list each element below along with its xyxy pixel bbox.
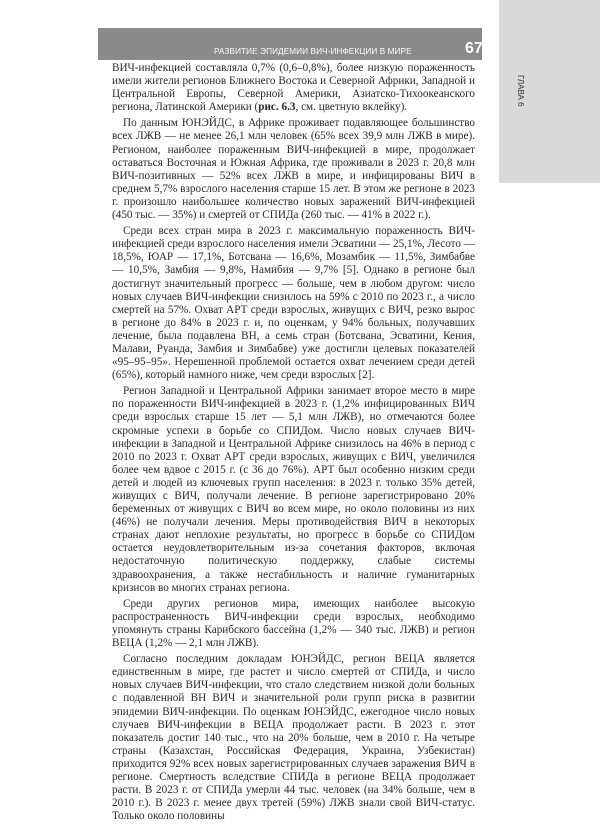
paragraph-4: Регион Западной и Центральной Африки занимает второе место в мире по пораженности ВИЧ-инфекцией в 2023 г. (1,2% инфицированных ВИЧ среди взрослых старше 15 лет — 5,1 млн ЛЖВ), но отмечаются более скромные успехи в борьбе со СПИДом. Число новых случаев ВИЧ-инфекции в Западной и Центральной Африке снизилось на 46% в период с 2010 по 2023 г. Охват АРТ среди взрослых, живущих с ВИЧ, увеличился более чем вдвое с 2015 г. (с 36 до 76%). АРТ был особенно низким среди детей и людей из ключевых групп населения: в 2023 г. только 35% детей, живущих с ВИЧ, получали лечение. В регионе зарегистрировано 20% беременных от живущих с ВИЧ во всем мире, но около половины из них (46%) не получали лечения. Меры противодействия ВИЧ в некоторых странах дают неплохие результаты, но прогресс в борьбе со СПИДом остается неудовлетворительным из-за сочетания факторов, включая недостаточную политическую поддержку, слабые системы здравоохранения, а также нестабильность и наличие гуманитарных кризисов во многих странах региона. xyxy=(112,385,475,594)
paragraph-5: Среди других регионов мира, имеющих наиболее высокую распространенность ВИЧ-инфекции среди взрослых, необходимо упомянуть страны Карибского бассейна (1,2% — 340 тыс. ЛЖВ) и регион ВЕЦА (1,2% — 2,1 млн ЛЖВ). xyxy=(112,597,475,650)
paragraph-3: Среди всех стран мира в 2023 г. максимальную пораженность ВИЧ-инфекцией среди взрослого населения имели Эсватини — 25,1%, Лесото — 18,5%, ЮАР — 17,1%, Ботсвана — 16,6%, Мозамбик — 11,5%, Зимбабве — 10,5%, Замбия — 9,8%, Намибия — 9,7% [5]. Однако в регионе был достигнут значительный прогресс — больше, чем в любом другом: число новых случаев ВИЧ-инфекции снизилось на 59% с 2010 по 2023 г., а число смертей на 57%. Охват АРТ среди взрослых, живущих с ВИЧ, резко вырос в регионе до 84% в 2023 г. и, по оценкам, у 94% больных, получавших лечение, была подавлена ВН, а семь стран (Ботсвана, Эсватини, Кения, Малави, Руанда, Замбия и Зимбабве) уже достигли целевых показателей «95–95–95». Нерешенной проблемой остается охват лечением среди детей (65%), который намного ниже, чем среди взрослых [2]. xyxy=(112,225,475,382)
paragraph-1-text-b: , см. цветную вклейку). xyxy=(295,101,408,114)
page-number: 67 xyxy=(465,40,483,57)
running-header-title: РАЗВИТИЕ ЭПИДЕМИИ ВИЧ-ИНФЕКЦИИ В МИРЕ xyxy=(214,47,412,56)
paragraph-1 xyxy=(112,62,475,114)
paragraph-2: По данным ЮНЭЙДС, в Африке проживает подавляющее большинство всех ЛЖВ — не менее 26,1 млн человек (65% всех 39,9 млн ЛЖВ в мире). Регионом, наиболее пораженным ВИЧ-инфекцией в мире, продолжает оставаться Восточная и Южная Африка, где проживали в 2023 г. 20,8 млн ВИЧ-позитивных — 52% всех ЛЖВ в мире, и инфицированы ВИЧ в среднем 5,7% взрослого населения старше 15 лет. В этом же регионе в 2023 г. произошло наибольшее количество новых заражений ВИЧ-инфекцией (450 тыс. — 35%) и смертей от СПИДа (260 тыс. — 41% в 2022 г.). xyxy=(112,117,475,222)
chapter-tab-label: ГЛАВА 6 xyxy=(516,75,525,107)
figure-reference: рис. 6.3 xyxy=(258,101,296,114)
paragraph-6: Согласно последним докладам ЮНЭЙДС, регион ВЕЦА является единственным в мире, где растет и число смертей от СПИДа, и число новых случаев ВИЧ-инфекции, что стало следствием низкой доли больных с подавленной ВН ВИЧ и значительной роли групп риска в развитии эпидемии ВИЧ-инфекции. По оценкам ЮНЭЙДС, ежегодное число новых случаев ВИЧ-инфекции в ВЕЦА продолжает расти. В 2023 г. этот показатель достиг 140 тыс., что на 20% больше, чем в 2010 г. На четыре страны (Казахстан, Российская Федерация, Украина, Узбекистан) приходится 92% всех новых зарегистрированных случаев заражения ВИЧ в регионе. Смертность вследствие СПИДа в регионе ВЕЦА продолжает расти. В 2023 г. от СПИДа умерли 44 тыс. человек (на 34% больше, чем в 2010 г.). В 2023 г. менее двух третей (59%) ЛЖВ знали свой ВИЧ-статус. Только около половины xyxy=(112,653,475,823)
body-text xyxy=(112,62,475,826)
chapter-side-tab xyxy=(499,0,600,183)
paragraph-1-text-a: ВИЧ-инфекцией составляла 0,7% (0,6–0,8%), более низкую пораженность имели жители регионов Ближнего Востока и Северной Африки, Западной и Центральной Европы, Северной Америки, Азиатско-Тихоокеанского региона, Латинской Америки ( xyxy=(112,62,475,114)
